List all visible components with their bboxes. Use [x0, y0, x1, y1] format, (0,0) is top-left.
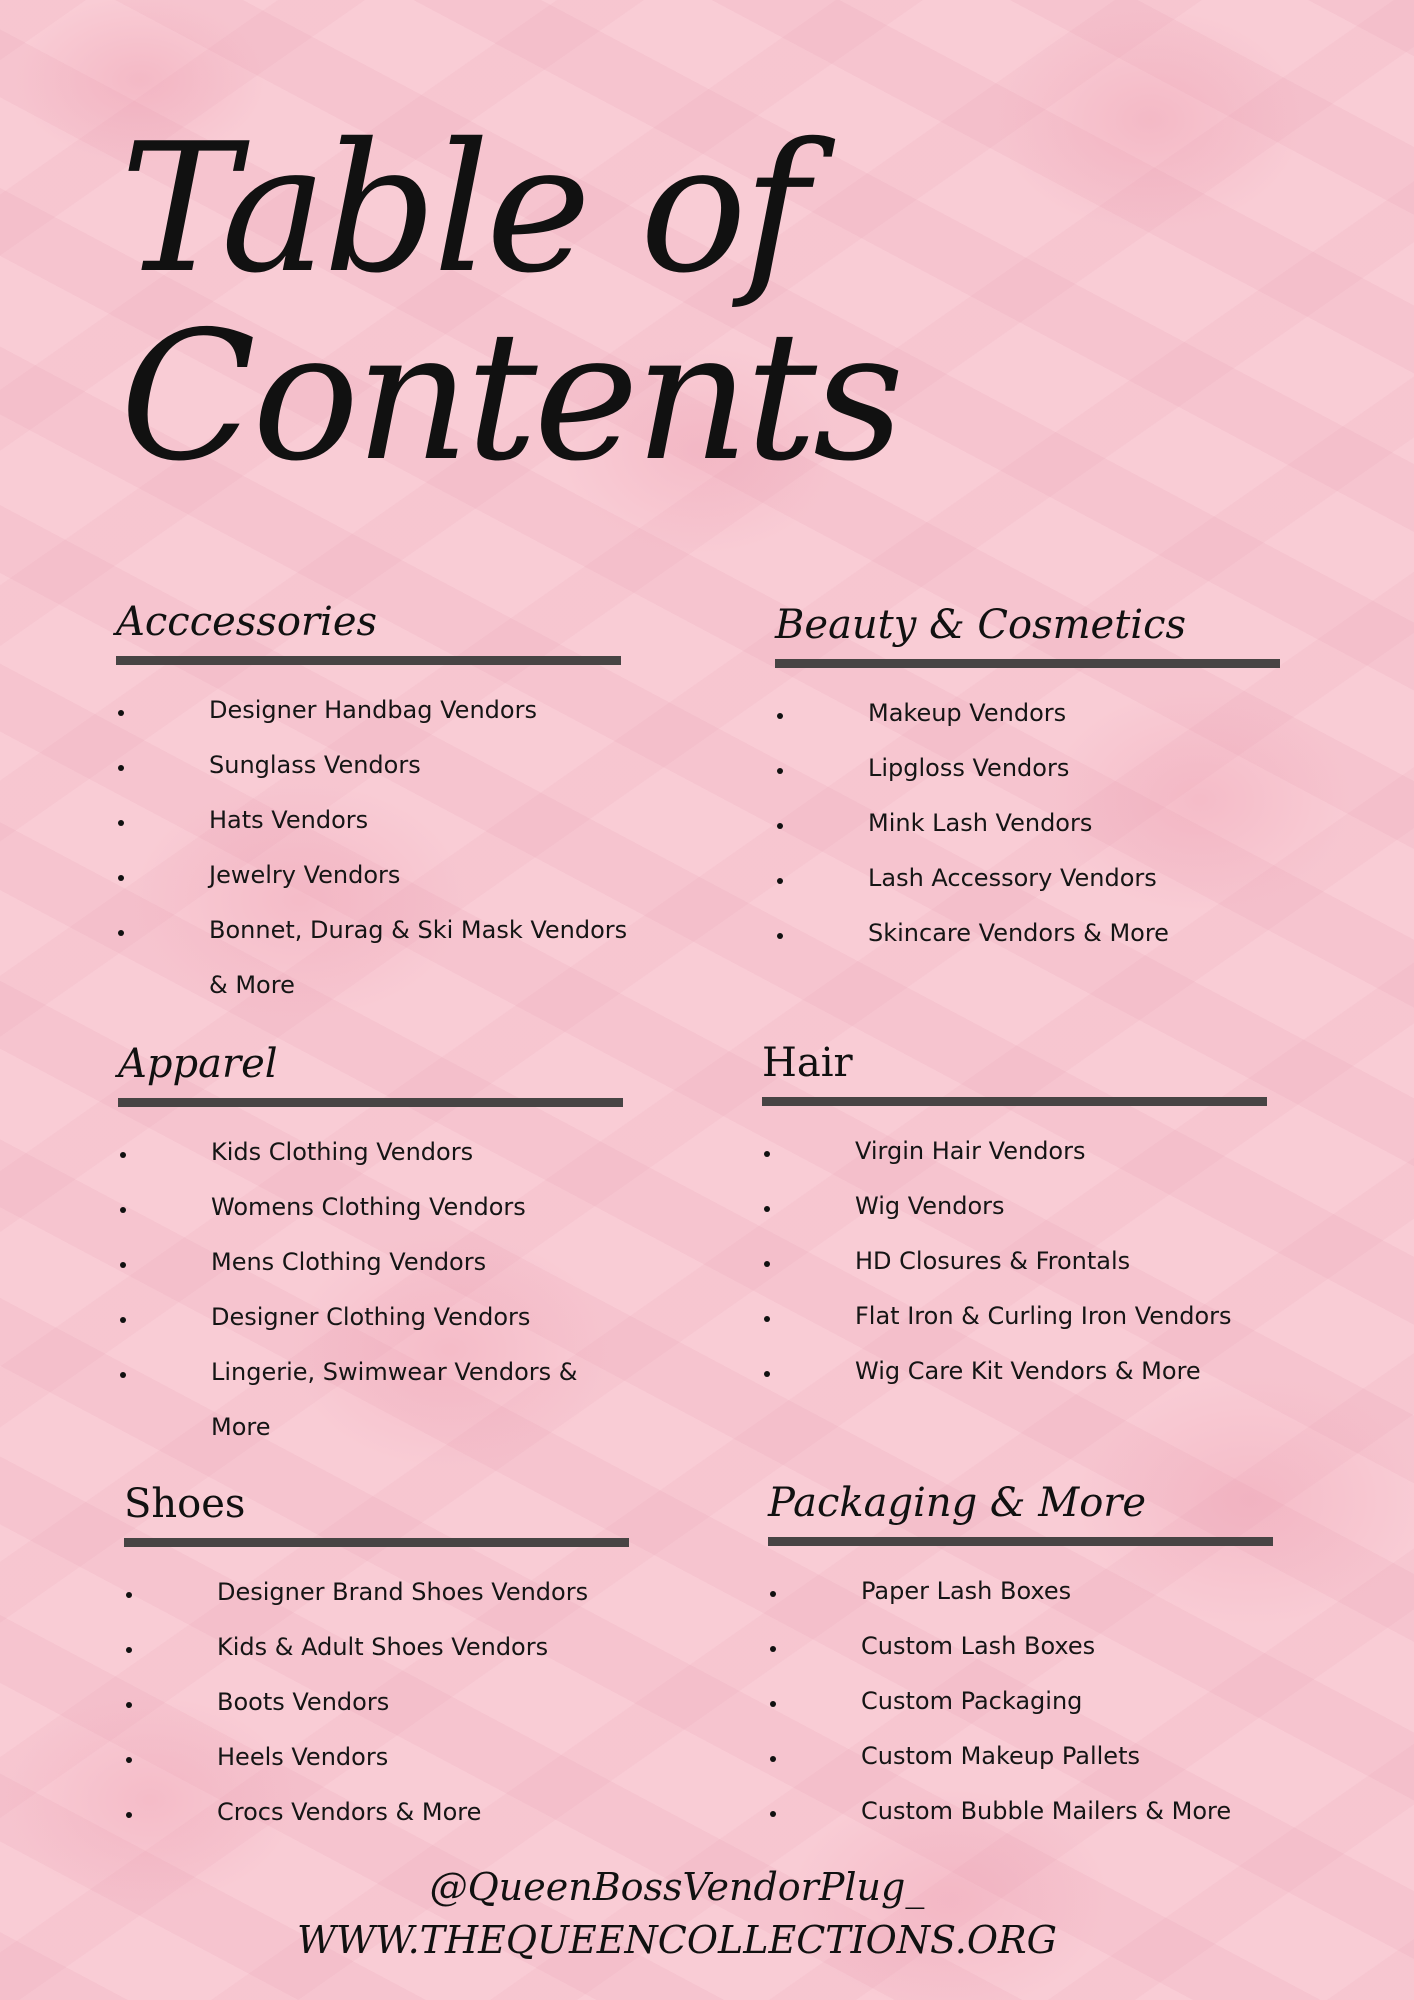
list-item: Womens Clothing Vendors	[118, 1180, 623, 1235]
list-item: Mens Clothing Vendors	[118, 1235, 623, 1290]
section-divider	[116, 656, 621, 665]
list-item: Custom Makeup Pallets	[768, 1729, 1273, 1784]
section-divider	[768, 1537, 1273, 1546]
section-heading: Acccessories	[116, 599, 378, 645]
section-heading: Hair	[762, 1040, 853, 1086]
list-item: Kids Clothing Vendors	[118, 1125, 623, 1180]
section-divider	[762, 1097, 1267, 1106]
page-title	[120, 105, 901, 500]
section-heading: Shoes	[124, 1481, 246, 1527]
section-list	[762, 1124, 1267, 1399]
list-item: Flat Iron & Curling Iron Vendors	[762, 1289, 1267, 1344]
list-item: Custom Packaging	[768, 1674, 1273, 1729]
title-line-1: Table of	[120, 105, 805, 312]
list-item: Boots Vendors	[124, 1675, 629, 1730]
list-item: Lash Accessory Vendors	[775, 851, 1280, 906]
section-heading: Apparel	[118, 1041, 278, 1087]
section-beauty-cosmetics	[775, 597, 1280, 961]
section-heading: Beauty & Cosmetics	[775, 602, 1186, 648]
website-url: WWW.THEQUEENCOLLECTIONS.ORG	[297, 1918, 1057, 1962]
section-divider	[118, 1098, 623, 1107]
section-list	[775, 686, 1280, 961]
list-item: Crocs Vendors & More	[124, 1785, 629, 1840]
section-list	[118, 1125, 623, 1455]
section-apparel	[118, 1036, 623, 1455]
list-item: Paper Lash Boxes	[768, 1564, 1273, 1619]
list-item: Skincare Vendors & More	[775, 906, 1280, 961]
list-item: Custom Bubble Mailers & More	[768, 1784, 1273, 1839]
list-item: Designer Handbag Vendors	[116, 683, 621, 738]
list-item: Hats Vendors	[116, 793, 621, 848]
list-item: Jewelry Vendors	[116, 848, 621, 903]
list-item: Makeup Vendors	[775, 686, 1280, 741]
list-item: Heels Vendors	[124, 1730, 629, 1785]
section-shoes	[124, 1476, 629, 1840]
list-item: Lipgloss Vendors	[775, 741, 1280, 796]
list-item: Virgin Hair Vendors	[762, 1124, 1267, 1179]
section-divider	[775, 659, 1280, 668]
list-item: Wig Care Kit Vendors & More	[762, 1344, 1267, 1399]
list-item: Wig Vendors	[762, 1179, 1267, 1234]
list-item: Designer Brand Shoes Vendors	[124, 1565, 629, 1620]
title-line-2: Contents	[120, 293, 901, 500]
list-item: Kids & Adult Shoes Vendors	[124, 1620, 629, 1675]
list-item: Bonnet, Durag & Ski Mask Vendors & More	[116, 903, 629, 1013]
list-item: Lingerie, Swimwear Vendors & More	[118, 1345, 631, 1455]
list-item: HD Closures & Frontals	[762, 1234, 1267, 1289]
section-packaging	[768, 1475, 1273, 1839]
social-handle: @QueenBossVendorPlug_	[429, 1865, 925, 1909]
list-item: Sunglass Vendors	[116, 738, 621, 793]
list-item: Designer Clothing Vendors	[118, 1290, 623, 1345]
section-divider	[124, 1538, 629, 1547]
section-list	[116, 683, 628, 1013]
section-list	[768, 1564, 1273, 1839]
section-accessories	[116, 594, 628, 1013]
section-hair	[762, 1035, 1267, 1399]
section-list	[124, 1565, 629, 1840]
list-item: Mink Lash Vendors	[775, 796, 1280, 851]
list-item: Custom Lash Boxes	[768, 1619, 1273, 1674]
section-heading: Packaging & More	[768, 1480, 1147, 1526]
